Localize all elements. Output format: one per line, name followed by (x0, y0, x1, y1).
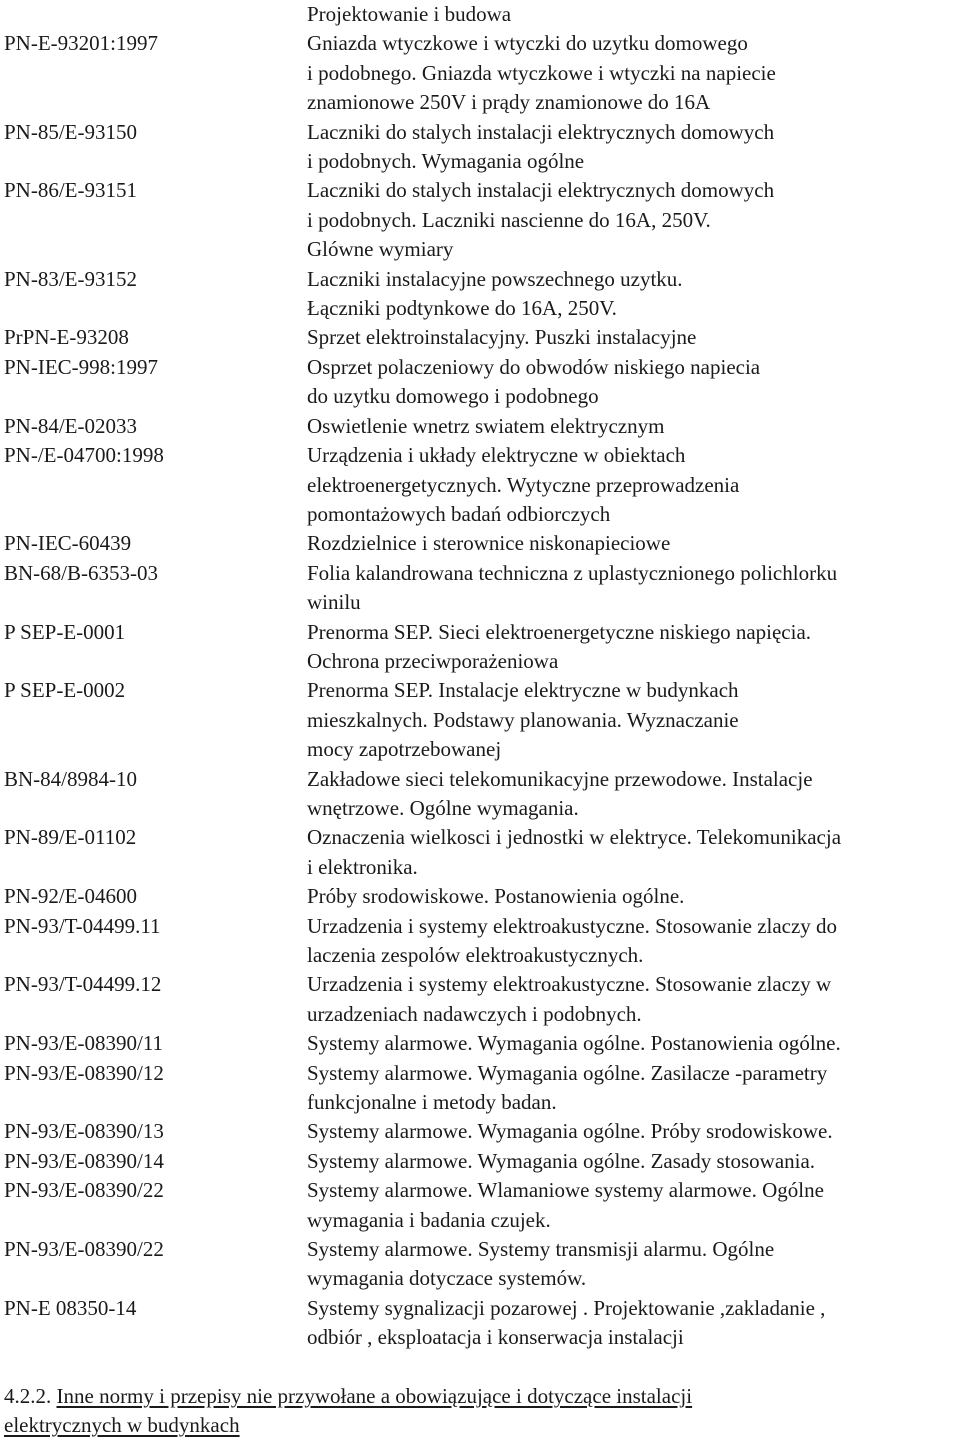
standard-code: PN-93/E-08390/14 (4, 1148, 164, 1173)
description-line: Projektowanie i budowa (307, 2, 512, 26)
standard-code: BN-68/B-6353-03 (4, 560, 158, 585)
section-heading (4, 1382, 692, 1441)
description-line: znamionowe 250V i prądy znamionowe do 16A (307, 90, 711, 115)
description-line: Laczniki instalacyjne powszechnego uzytku. (307, 266, 683, 291)
standard-row (0, 265, 960, 324)
standard-row (0, 29, 960, 117)
standard-row (0, 412, 960, 441)
standard-description (307, 353, 960, 412)
description-line: Systemy sygnalizacji pozarowej . Projektowanie ,zakladanie , (307, 1295, 826, 1320)
description-line: i elektronika. (307, 854, 418, 879)
standard-code: P SEP-E-0002 (4, 678, 126, 703)
description-line: Ochrona przeciwporażeniowa (307, 648, 559, 673)
standard-row (0, 1029, 960, 1058)
description-line: pomontażowych badań odbiorczych (307, 501, 611, 526)
standard-description (307, 912, 960, 971)
section-number: 4.2.2. (4, 1384, 57, 1408)
standard-description (307, 0, 960, 29)
standard-description (307, 765, 960, 824)
description-line: Sprzet elektroinstalacyjny. Puszki instalacyjne (307, 325, 697, 350)
description-line: mocy zapotrzebowanej (307, 737, 502, 762)
standard-code (0, 0, 307, 29)
standard-code: PN-93/E-08390/22 (4, 1178, 164, 1203)
description-line: Urządzenia i układy elektryczne w obiektach (307, 443, 686, 468)
standard-row (0, 618, 960, 677)
standard-code: PN-85/E-93150 (4, 119, 137, 144)
description-line: Urzadzenia i systemy elektroakustyczne. Stosowanie zlaczy do (307, 913, 838, 938)
description-line: Laczniki do stalych instalacji elektrycznych domowych (307, 178, 775, 203)
description-line: Systemy alarmowe. Systemy transmisji alarmu. Ogólne (307, 1237, 775, 1262)
standard-row (0, 353, 960, 412)
description-line: wnętrzowe. Ogólne wymagania. (307, 795, 579, 820)
standard-row (0, 176, 960, 264)
standard-code: PN-93/E-08390/22 (4, 1237, 164, 1262)
standard-row (0, 1117, 960, 1146)
standard-code: PN-86/E-93151 (4, 178, 137, 203)
standard-row (0, 1176, 960, 1235)
description-line: i podobnych. Laczniki nascienne do 16A, 250V. (307, 207, 711, 232)
standard-code: PN-93/E-08390/11 (4, 1031, 164, 1056)
standard-description (307, 441, 960, 529)
standard-description (307, 412, 960, 441)
standard-description (307, 882, 960, 911)
standard-row (0, 118, 960, 177)
description-line: Urzadzenia i systemy elektroakustyczne. Stosowanie zlaczy w (307, 972, 832, 997)
description-line: urzadzeniach nadawczych i podobnych. (307, 1001, 642, 1026)
standard-code: PN-93/T-04499.11 (4, 913, 161, 938)
section-title: Inne normy i przepisy nie przywołane a obowiązujące i dotyczące instalacji (56, 1384, 693, 1408)
standard-code: PN-84/E-02033 (4, 413, 137, 438)
description-line: Oznaczenia wielkosci i jednostki w elektryce. Telekomunikacja (307, 825, 842, 850)
standard-row (0, 912, 960, 971)
standard-description (307, 1059, 960, 1118)
description-line: i podobnego. Gniazda wtyczkowe i wtyczki na napiecie (307, 60, 776, 85)
description-line: Systemy alarmowe. Wymagania ogólne. Postanowienia ogólne. (307, 1031, 841, 1056)
description-line: Prenorma SEP. Sieci elektroenergetyczne niskiego napięcia. (307, 619, 812, 644)
standard-code: PN-89/E-01102 (4, 825, 137, 850)
description-line: Systemy alarmowe. Wymagania ogólne. Zasady stosowania. (307, 1148, 816, 1173)
description-line: odbiór , eksploatacja i konserwacja instalacji (307, 1325, 684, 1350)
standard-description (307, 29, 960, 117)
standard-description (307, 118, 960, 177)
standard-code: PN-92/E-04600 (4, 884, 137, 909)
section-heading-line-2: elektrycznych w budynkach (4, 1413, 240, 1438)
standard-description (307, 1235, 960, 1294)
standard-description (307, 529, 960, 558)
standard-code: PN-E-93201:1997 (4, 31, 158, 56)
description-line: wymagania i badania czujek. (307, 1207, 551, 1232)
standard-code: P SEP-E-0001 (4, 619, 126, 644)
standard-description (307, 1029, 960, 1058)
description-line: Prenorma SEP. Instalacje elektryczne w budynkach (307, 678, 739, 703)
description-line: Systemy alarmowe. Wymagania ogólne. Zasilacze -parametry (307, 1060, 828, 1085)
standard-row (0, 441, 960, 529)
standard-code: PN-83/E-93152 (4, 266, 137, 291)
standard-description (307, 618, 960, 677)
standard-row (0, 676, 960, 764)
description-line: wymagania dotyczace systemów. (307, 1266, 587, 1291)
standard-row (0, 1294, 960, 1353)
standard-description (307, 265, 960, 324)
description-line: Rozdzielnice i sterownice niskonapieciowe (307, 531, 671, 556)
standard-description (307, 176, 960, 264)
description-line: laczenia zespolów elektroakustycznych. (307, 943, 644, 967)
description-line: i podobnych. Wymagania ogólne (307, 149, 585, 174)
description-line: Osprzet polaczeniowy do obwodów niskiego napiecia (307, 354, 761, 379)
standard-row (0, 0, 960, 29)
description-line: Próby srodowiskowe. Postanowienia ogólne. (307, 884, 685, 909)
description-line: Glówne wymiary (307, 237, 454, 262)
standard-row (0, 559, 960, 618)
standard-row (0, 529, 960, 558)
standard-description (307, 323, 960, 352)
standard-code: PN-IEC-998:1997 (4, 354, 158, 379)
standard-code: PN-93/T-04499.12 (4, 972, 162, 997)
description-line: elektroenergetycznych. Wytyczne przeprowadzenia (307, 472, 740, 497)
standard-row (0, 882, 960, 911)
standard-code: PN-93/E-08390/13 (4, 1119, 164, 1144)
section-heading-line-1 (4, 1382, 692, 1411)
standard-row (0, 323, 960, 352)
description-line: Systemy alarmowe. Wymagania ogólne. Próby srodowiskowe. (307, 1119, 833, 1144)
standard-description (307, 559, 960, 618)
description-line: winilu (307, 590, 361, 615)
standard-description (307, 1294, 960, 1353)
description-line: funkcjonalne i metody badan. (307, 1090, 557, 1115)
standard-row (0, 1147, 960, 1176)
standard-description (307, 1117, 960, 1146)
standard-code: PN-E 08350-14 (4, 1295, 137, 1320)
description-line: Zakładowe sieci telekomunikacyjne przewodowe. Instalacje (307, 766, 813, 791)
description-line: mieszkalnych. Podstawy planowania. Wyznaczanie (307, 707, 739, 732)
description-line: do uzytku domowego i podobnego (307, 384, 599, 409)
standard-code: PN-IEC-60439 (4, 531, 132, 556)
description-line: Laczniki do stalych instalacji elektrycznych domowych (307, 119, 775, 144)
standard-description (307, 676, 960, 764)
description-line: Oswietlenie wnetrz swiatem elektrycznym (307, 413, 665, 438)
standard-row (0, 970, 960, 1029)
standard-description (307, 1147, 960, 1176)
standard-description (307, 1176, 960, 1235)
description-line: Łączniki podtynkowe do 16A, 250V. (307, 296, 617, 321)
standard-code: PN-/E-04700:1998 (4, 443, 164, 468)
description-line: Gniazda wtyczkowe i wtyczki do uzytku domowego (307, 31, 748, 56)
standard-description (307, 823, 960, 882)
standard-row (0, 765, 960, 824)
standard-row (0, 1059, 960, 1118)
standard-code: PrPN-E-93208 (4, 325, 129, 350)
standard-code: BN-84/8984-10 (4, 766, 137, 791)
description-line: Systemy alarmowe. Wlamaniowe systemy alarmowe. Ogólne (307, 1178, 824, 1203)
standard-row (0, 823, 960, 882)
standard-row (0, 1235, 960, 1294)
standard-description (307, 970, 960, 1029)
description-line: Folia kalandrowana techniczna z uplastycznionego polichlorku (307, 560, 838, 585)
standard-code: PN-93/E-08390/12 (4, 1060, 164, 1085)
